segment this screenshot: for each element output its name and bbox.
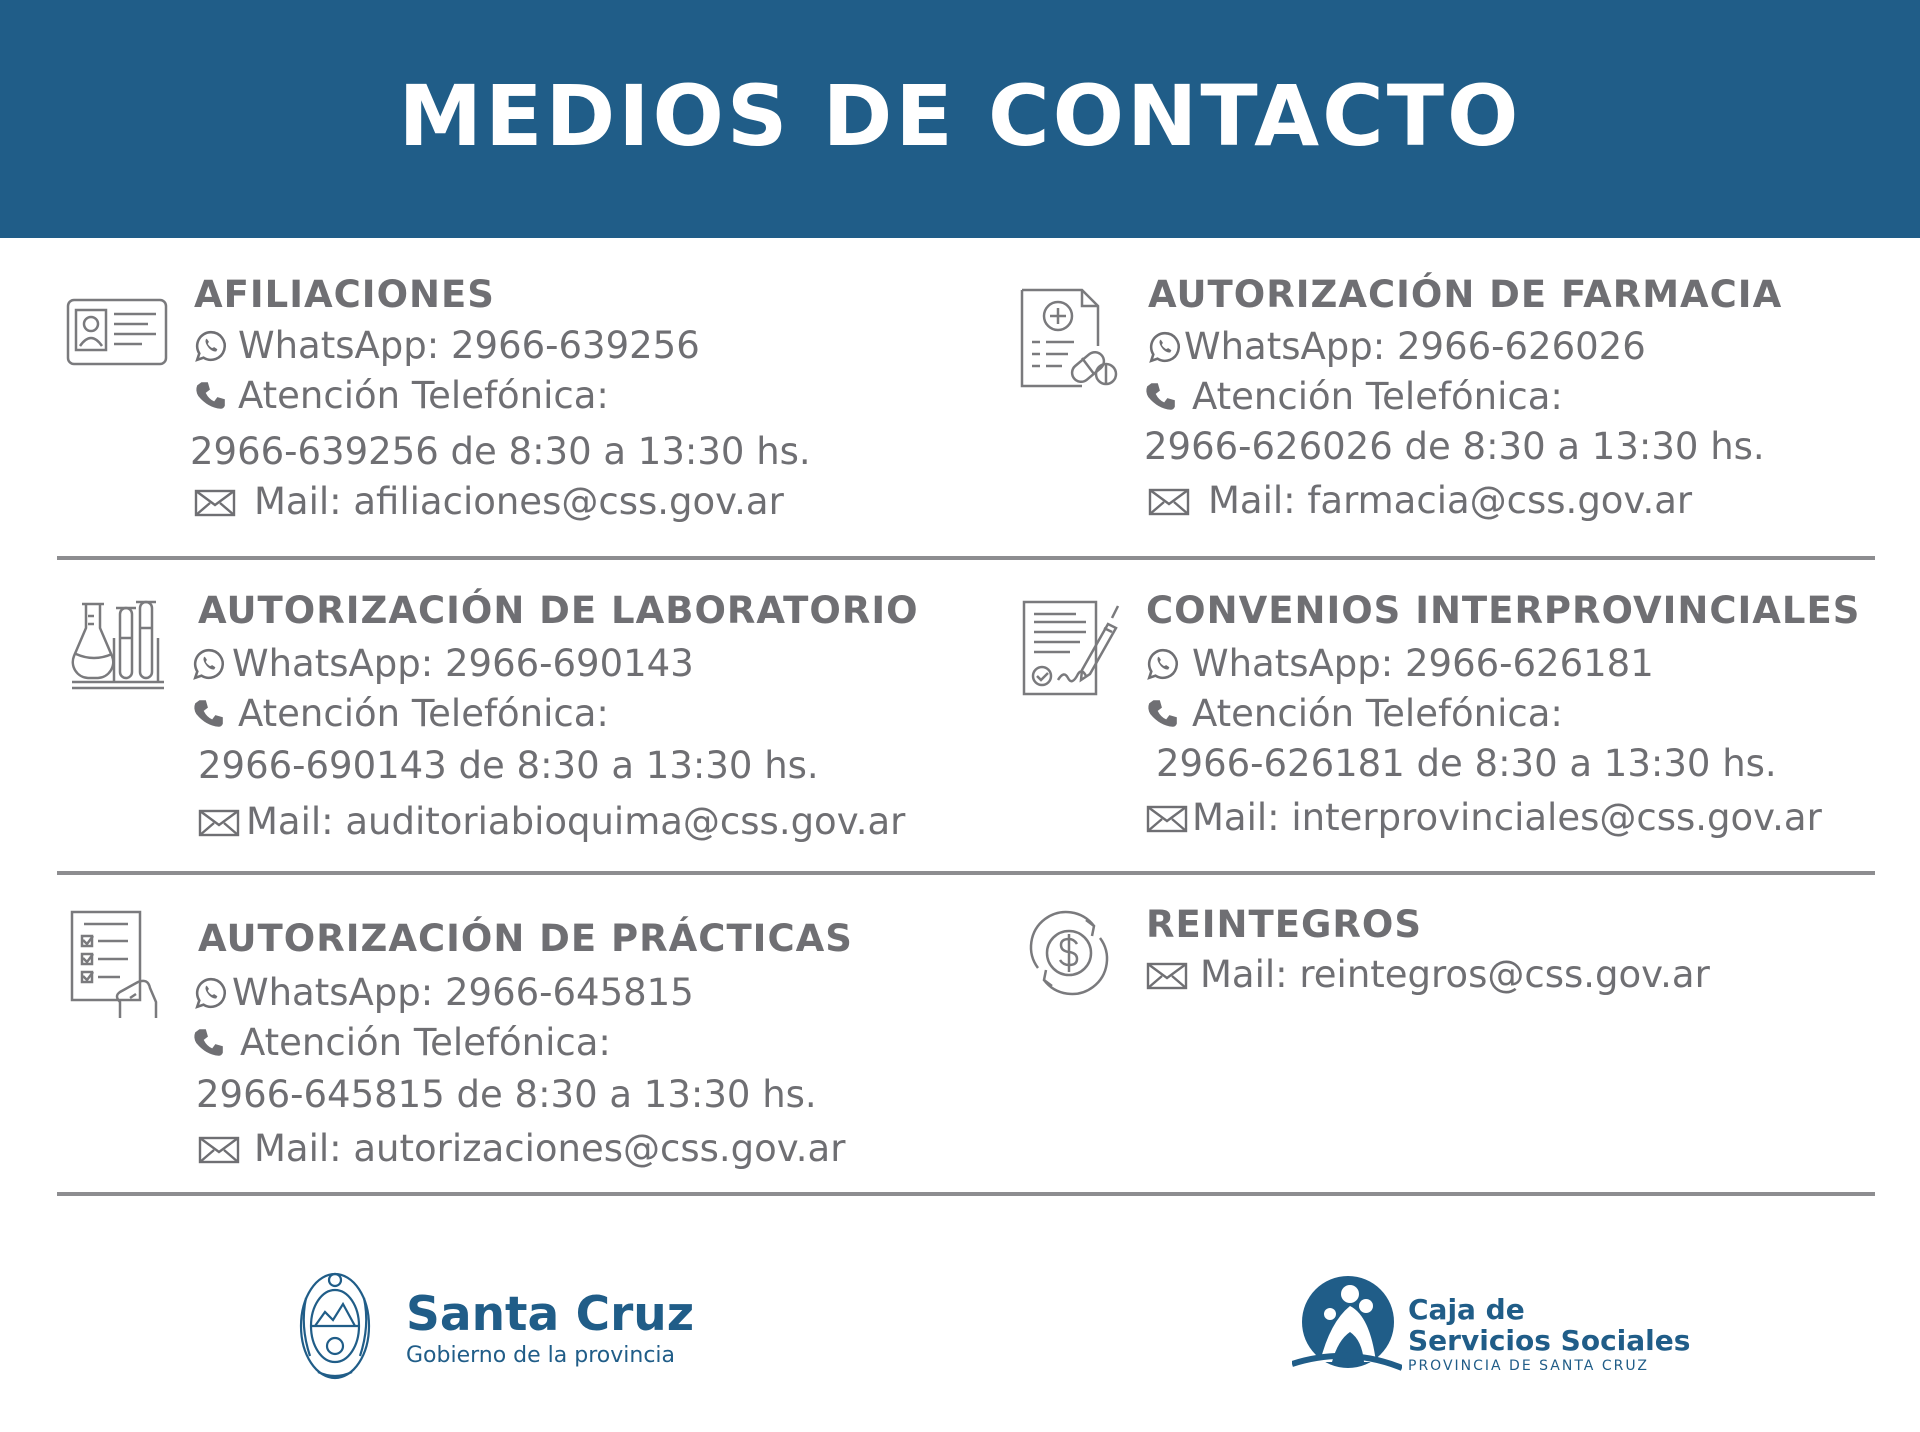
provincial-seal-icon bbox=[298, 1268, 372, 1380]
whatsapp-icon bbox=[1146, 647, 1180, 681]
phone-hours: 2966-645815 de 8:30 a 13:30 hs. bbox=[196, 1073, 817, 1116]
santa-cruz-subtitle: Gobierno de la provincia bbox=[406, 1343, 676, 1368]
whatsapp-icon bbox=[192, 647, 226, 681]
phone-hours: 2966-690143 de 8:30 a 13:30 hs. bbox=[198, 744, 819, 787]
mail-icon bbox=[1148, 484, 1190, 518]
section-title: AFILIACIONES bbox=[194, 273, 495, 316]
pharmacy-prescription-icon bbox=[1018, 284, 1122, 394]
whatsapp-number: WhatsApp: 2966-690143 bbox=[232, 642, 694, 685]
whatsapp-icon bbox=[1148, 330, 1182, 364]
family-emblem-icon bbox=[1292, 1272, 1402, 1372]
phone-icon bbox=[192, 1026, 226, 1060]
phone-line bbox=[192, 689, 919, 739]
phone-line bbox=[1144, 372, 1782, 422]
whatsapp-number: WhatsApp: 2966-639256 bbox=[238, 324, 700, 367]
santa-cruz-name: Santa Cruz bbox=[406, 1287, 695, 1342]
whatsapp-number: WhatsApp: 2966-626181 bbox=[1192, 642, 1654, 685]
section-title: AUTORIZACIÓN DE PRÁCTICAS bbox=[198, 917, 853, 960]
page-header bbox=[0, 0, 1920, 238]
phone-icon bbox=[194, 379, 228, 413]
mail-line[interactable] bbox=[1148, 476, 1782, 526]
section-divider bbox=[57, 1192, 1875, 1196]
mail-line[interactable] bbox=[198, 797, 919, 847]
refund-dollar-icon bbox=[1024, 908, 1114, 998]
mail-icon bbox=[1146, 958, 1188, 992]
section-title: REINTEGROS bbox=[1146, 903, 1422, 946]
whatsapp-line[interactable] bbox=[1146, 639, 1860, 689]
mail-line[interactable] bbox=[194, 477, 811, 527]
phone-line bbox=[194, 371, 811, 421]
phone-icon bbox=[192, 697, 226, 731]
phone-label: Atención Telefónica: bbox=[238, 692, 609, 735]
phone-hours: 2966-626181 de 8:30 a 13:30 hs. bbox=[1156, 742, 1777, 785]
phone-icon bbox=[1144, 380, 1178, 414]
whatsapp-line[interactable] bbox=[192, 639, 919, 689]
phone-line bbox=[1146, 689, 1860, 739]
caja-line3: PROVINCIA DE SANTA CRUZ bbox=[1408, 1358, 1649, 1374]
phone-icon bbox=[1146, 697, 1180, 731]
page-title: MEDIOS DE CONTACTO bbox=[398, 67, 1522, 165]
signed-agreement-icon bbox=[1020, 598, 1120, 698]
mail-icon bbox=[194, 485, 236, 519]
mail-address: Mail: reintegros@css.gov.ar bbox=[1200, 953, 1710, 996]
mail-address: Mail: farmacia@css.gov.ar bbox=[1208, 479, 1693, 522]
id-card-icon bbox=[66, 282, 170, 386]
laboratory-flask-icon bbox=[70, 598, 166, 694]
whatsapp-number: WhatsApp: 2966-626026 bbox=[1184, 325, 1646, 368]
whatsapp-icon bbox=[194, 976, 228, 1010]
phone-label: Atención Telefónica: bbox=[1192, 375, 1563, 418]
phone-label: Atención Telefónica: bbox=[238, 374, 609, 417]
section-title: CONVENIOS INTERPROVINCIALES bbox=[1146, 589, 1861, 632]
mail-icon bbox=[198, 805, 240, 839]
mail-address: Mail: interprovinciales@css.gov.ar bbox=[1192, 796, 1822, 839]
phone-label: Atención Telefónica: bbox=[240, 1021, 611, 1064]
mail-icon bbox=[1146, 801, 1188, 835]
whatsapp-line[interactable] bbox=[194, 968, 853, 1018]
mail-line[interactable] bbox=[1146, 950, 1710, 1000]
checklist-clipboard-icon bbox=[70, 910, 160, 1020]
mail-address: Mail: auditoriabioquima@css.gov.ar bbox=[246, 800, 906, 843]
whatsapp-line[interactable] bbox=[194, 321, 811, 371]
phone-line bbox=[192, 1018, 853, 1068]
phone-hours: 2966-626026 de 8:30 a 13:30 hs. bbox=[1144, 425, 1765, 468]
mail-address: Mail: autorizaciones@css.gov.ar bbox=[254, 1127, 846, 1170]
section-title: AUTORIZACIÓN DE FARMACIA bbox=[1148, 273, 1783, 316]
mail-line[interactable] bbox=[198, 1124, 853, 1174]
section-divider bbox=[57, 871, 1875, 875]
mail-icon bbox=[198, 1132, 240, 1166]
caja-line2: Servicios Sociales bbox=[1408, 1324, 1691, 1357]
caja-line1: Caja de bbox=[1408, 1293, 1525, 1326]
section-title: AUTORIZACIÓN DE LABORATORIO bbox=[198, 589, 919, 632]
whatsapp-number: WhatsApp: 2966-645815 bbox=[232, 971, 694, 1014]
mail-line[interactable] bbox=[1146, 793, 1860, 843]
phone-label: Atención Telefónica: bbox=[1192, 692, 1563, 735]
whatsapp-icon bbox=[194, 329, 228, 363]
whatsapp-line[interactable] bbox=[1148, 322, 1782, 372]
mail-address: Mail: afiliaciones@css.gov.ar bbox=[254, 480, 784, 523]
phone-hours: 2966-639256 de 8:30 a 13:30 hs. bbox=[190, 430, 811, 473]
section-divider bbox=[57, 556, 1875, 560]
